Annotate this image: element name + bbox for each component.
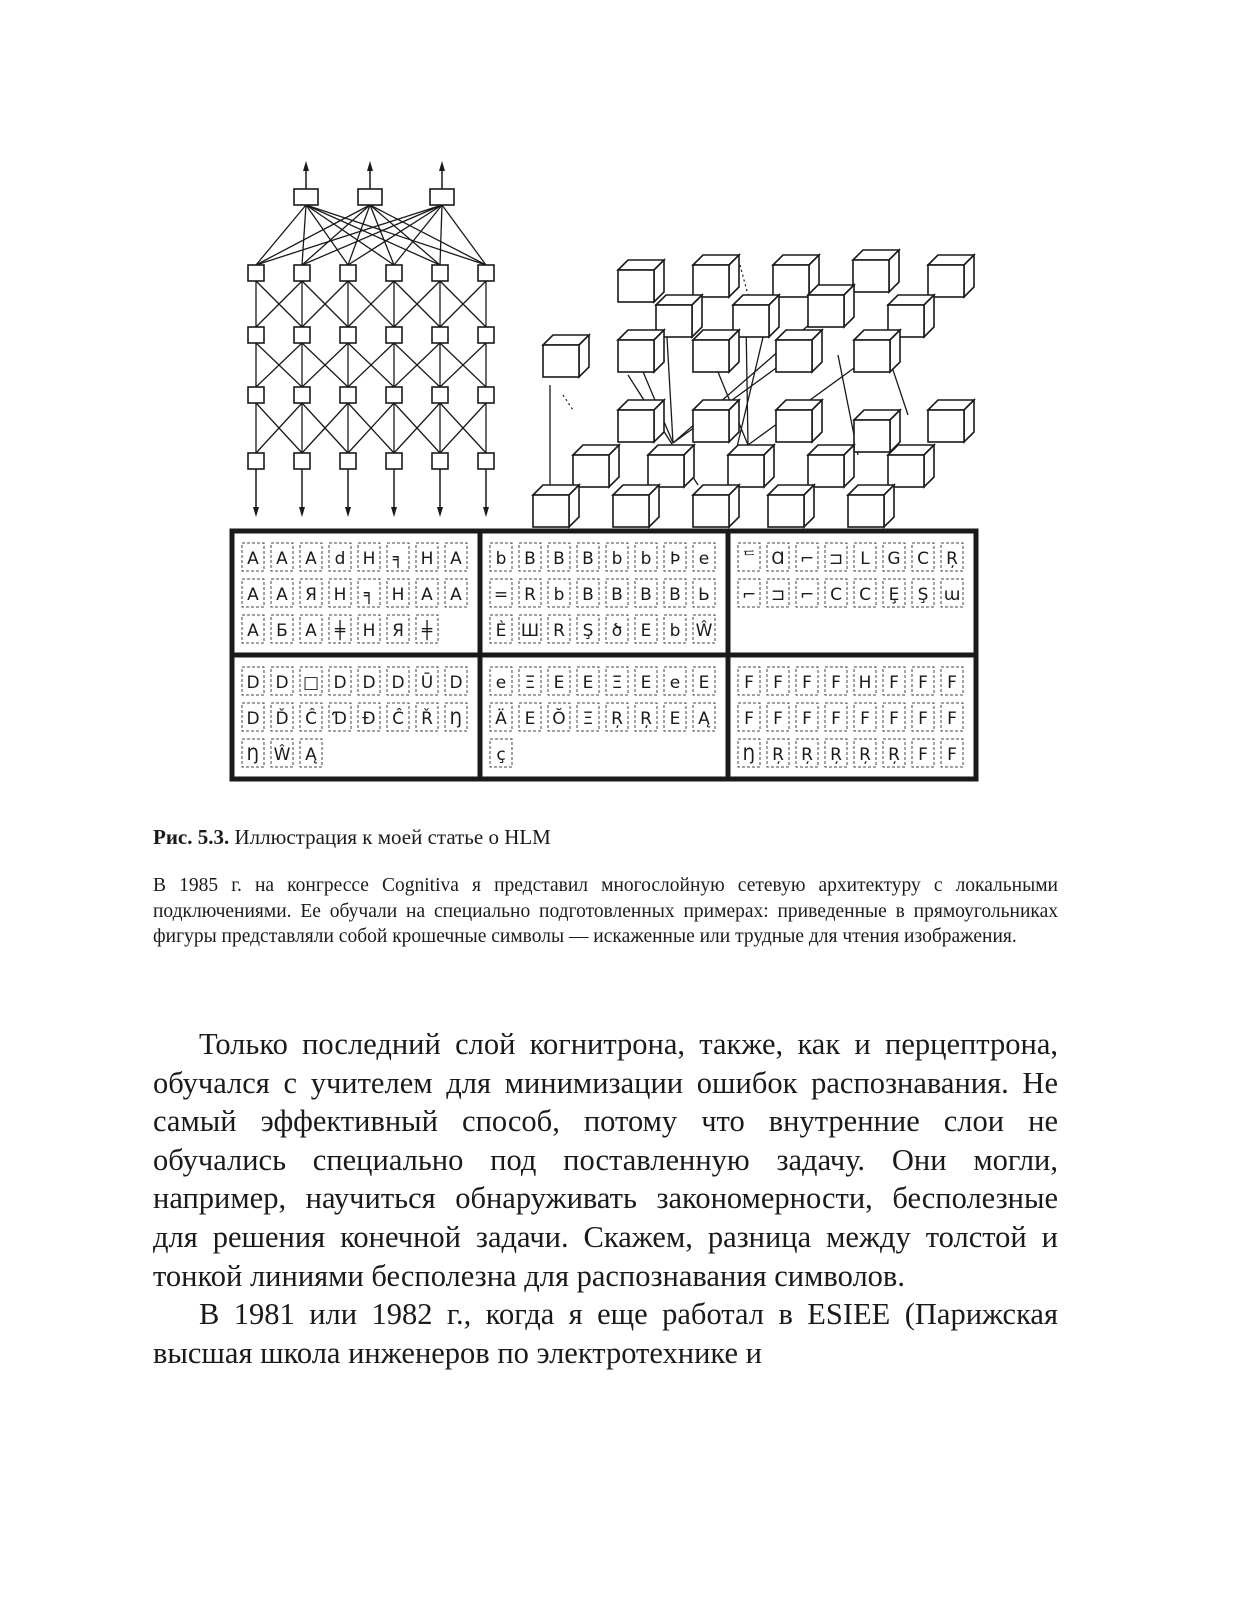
glyph-char: Я <box>305 585 317 605</box>
glyph-char: Ξ <box>524 673 536 693</box>
glyph-char: F <box>831 673 841 693</box>
glyph-char: H <box>858 673 872 693</box>
glyph-char: A <box>421 585 433 605</box>
glyph-char: ⌐ <box>799 549 815 569</box>
network-node <box>248 453 264 469</box>
input-arrow <box>437 507 443 517</box>
network-node <box>432 387 448 403</box>
cube-front <box>808 455 844 487</box>
glyph-char: Б <box>276 621 288 641</box>
paragraph: Только последний слой когнитрона, также, как и перцептрона, обучался с учителем для минимизации ошибок распознавания. Не самый эффективный способ, потому что внутренние слои не обучались специально под поставленную задачу. Они могли, например, научиться обнаруживать закономерности, бесполезные для решения конечной задачи. Скажем, разница между толстой и тонкой линиями бесполезна для распознавания символов. <box>153 1027 1058 1293</box>
glyph-char: C <box>917 549 929 569</box>
connection-line <box>256 205 442 265</box>
glyph-char: D <box>275 673 289 693</box>
glyph-char: b <box>640 549 652 569</box>
glyph-char: A <box>247 585 259 605</box>
network-node <box>294 327 310 343</box>
glyph-char: ⌐ <box>799 585 815 605</box>
glyph-char: F <box>744 709 754 729</box>
output-arrow <box>367 161 373 171</box>
figure-illustration <box>228 155 980 785</box>
glyph-char: D <box>333 673 347 693</box>
glyph-char: = <box>493 585 509 605</box>
figure-caption <box>153 824 1058 850</box>
glyph-char: ɯ <box>943 585 961 605</box>
glyph-char: A <box>450 585 462 605</box>
cube-front <box>854 340 890 372</box>
input-arrow <box>483 507 489 517</box>
input-arrow <box>253 507 259 517</box>
glyph-char: В <box>582 585 594 605</box>
glyph-char: b <box>495 549 507 569</box>
glyph-char: F <box>802 709 812 729</box>
glyph-char: Ĉ <box>392 709 404 729</box>
output-node <box>358 189 382 205</box>
network-node <box>294 265 310 281</box>
connection-line <box>394 205 442 265</box>
glyph-char: F <box>802 673 812 693</box>
glyph-char: Ş <box>917 585 929 605</box>
glyph-char: A <box>276 549 288 569</box>
glyph-char: b <box>611 549 623 569</box>
glyph-char: E <box>582 673 594 693</box>
glyph-char: ⊐ <box>770 585 786 605</box>
glyph-char: Ɑ <box>771 549 785 569</box>
connection-line <box>256 205 306 265</box>
glyph-char: d <box>334 549 346 569</box>
cube-front <box>853 260 889 292</box>
glyph-char: e <box>698 549 710 569</box>
glyph-char: Ŗ <box>859 745 871 765</box>
glyph-char: ╪ <box>421 621 433 641</box>
glyph-char: F <box>831 709 841 729</box>
glyph-char: Ä <box>495 709 507 729</box>
network-node <box>478 387 494 403</box>
glyph-char: Ξ <box>611 673 623 693</box>
glyph-char: A <box>450 549 462 569</box>
network-node <box>248 387 264 403</box>
cube-front <box>573 455 609 487</box>
cube-front <box>618 270 654 302</box>
cube-front <box>776 340 812 372</box>
glyph-char: ծ <box>611 621 623 641</box>
output-arrow <box>439 161 445 171</box>
glyph-char: A <box>247 549 259 569</box>
glyph-char: ⌐ <box>741 585 757 605</box>
glyph-char: F <box>744 673 754 693</box>
cube-front <box>533 495 569 527</box>
glyph-char: R <box>553 621 565 641</box>
caption-text: Иллюстрация к моей статье о HLM <box>234 825 551 849</box>
connection-line <box>302 205 306 265</box>
network-node <box>432 265 448 281</box>
glyph-char: F <box>947 745 957 765</box>
glyph-char: F <box>918 673 928 693</box>
glyph-char: F <box>773 673 783 693</box>
glyph-char: Ŗ <box>772 745 784 765</box>
glyph-char: Þ <box>669 549 681 569</box>
dotted-connection <box>563 395 573 410</box>
glyph-char: e <box>669 673 681 693</box>
glyph-char: ҫ <box>496 745 506 765</box>
glyph-char: L <box>860 549 870 569</box>
network-diagram <box>228 155 980 785</box>
glyph-char: В <box>669 585 681 605</box>
glyph-char: F <box>918 709 928 729</box>
network-node <box>478 327 494 343</box>
input-arrow <box>345 507 351 517</box>
glyph-char: ╕ <box>363 585 375 605</box>
network-node <box>340 327 356 343</box>
glyph-char: G <box>887 549 901 569</box>
glyph-char: Ŵ <box>273 745 291 765</box>
cube-front <box>773 265 809 297</box>
glyph-char: ╕ <box>392 549 404 569</box>
glyph-char: Ŋ <box>449 709 463 729</box>
network-node <box>294 453 310 469</box>
glyph-char: H <box>333 585 347 605</box>
glyph-char: E <box>524 709 536 729</box>
glyph-char: b <box>553 585 565 605</box>
cube-front <box>693 265 729 297</box>
glyph-char: Ŵ <box>695 621 713 641</box>
glyph-char: E <box>669 709 681 729</box>
paragraph: В 1981 или 1982 г., когда я еще работал в ESIEE (Парижская высшая школа инженеров по электротехнике и <box>153 1297 1058 1370</box>
glyph-char: A <box>276 585 288 605</box>
network-node <box>432 327 448 343</box>
cube-connection <box>746 320 748 445</box>
cube-front <box>888 455 924 487</box>
glyph-char: В <box>553 549 565 569</box>
glyph-char: Ŋ <box>742 745 756 765</box>
glyph-char: D <box>362 673 376 693</box>
connection-line <box>440 205 442 265</box>
output-node <box>430 189 454 205</box>
caption-label: Рис. 5.3. <box>153 825 230 849</box>
glyph-char: Ŗ <box>640 709 652 729</box>
cube-front <box>613 495 649 527</box>
glyph-char: F <box>947 709 957 729</box>
glyph-char: C <box>859 585 871 605</box>
glyph-char: H <box>391 585 405 605</box>
glyph-char: A <box>305 621 317 641</box>
glyph-char: F <box>889 673 899 693</box>
glyph-char: A <box>305 549 317 569</box>
glyph-char: R <box>524 585 536 605</box>
output-arrow <box>303 161 309 171</box>
glyph-char: F <box>947 673 957 693</box>
glyph-char: F <box>860 709 870 729</box>
glyph-char: ╪ <box>334 621 346 641</box>
glyph-char: A <box>247 621 259 641</box>
glyph-char: Ȩ <box>888 585 900 605</box>
glyph-char: B <box>524 549 536 569</box>
glyph-char: Ŗ <box>801 745 813 765</box>
input-arrow <box>391 507 397 517</box>
glyph-char: Ą <box>698 709 710 729</box>
glyph-char: Ď <box>275 709 289 729</box>
dotted-connection <box>740 265 748 295</box>
cube-front <box>543 345 579 377</box>
cube-front <box>728 455 764 487</box>
network-node <box>478 453 494 469</box>
glyph-char: Ь <box>698 585 710 605</box>
network-node <box>386 265 402 281</box>
network-node <box>432 453 448 469</box>
network-node <box>478 265 494 281</box>
glyph-char: Ř <box>421 709 433 729</box>
cube-front <box>928 410 964 442</box>
glyph-char: Ŗ <box>611 709 623 729</box>
glyph-char: Ŗ <box>946 549 958 569</box>
cube-front <box>693 410 729 442</box>
glyph-char: Ŗ <box>830 745 842 765</box>
cube-front <box>648 455 684 487</box>
glyph-char: Ŏ <box>552 709 566 729</box>
glyph-char: B <box>582 549 594 569</box>
glyph-char: E <box>553 673 565 693</box>
cube-front <box>776 410 812 442</box>
glyph-char: Ū <box>420 673 434 693</box>
glyph-char: Ŗ <box>888 745 900 765</box>
glyph-char: ⊐ <box>828 549 844 569</box>
network-node <box>386 453 402 469</box>
glyph-char: B <box>640 585 652 605</box>
glyph-char: C <box>830 585 842 605</box>
glyph-char: В <box>611 585 623 605</box>
figure-note: В 1985 г. на конгрессе Cognitiva я представил многослойную сетевую архитектуру с локальными подключениями. Ее обучали на специально подготовленных примерах: приведенные в прямоугольниках фигуры представляли собой крошечные символы — искаженные или трудные для чтения изображения. <box>153 875 1058 947</box>
glyph-char: D <box>246 709 260 729</box>
network-node <box>340 453 356 469</box>
glyph-char: ᄃ <box>740 549 758 569</box>
network-node <box>294 387 310 403</box>
network-node <box>340 387 356 403</box>
glyph-char: F <box>889 709 899 729</box>
glyph-char: E <box>640 673 652 693</box>
cube-front <box>808 295 844 327</box>
glyph-char: Ş <box>582 621 594 641</box>
glyph-char: H <box>420 549 434 569</box>
glyph-char: Ɗ <box>333 709 347 729</box>
cube-front <box>618 410 654 442</box>
connection-line <box>442 205 486 265</box>
glyph-char: Я <box>392 621 404 641</box>
glyph-char: Ξ <box>582 709 594 729</box>
cube-front <box>618 340 654 372</box>
network-node <box>340 265 356 281</box>
output-node <box>294 189 318 205</box>
glyph-char: e <box>495 673 507 693</box>
glyph-char: Ĉ <box>305 709 317 729</box>
cube-front <box>693 495 729 527</box>
network-node <box>386 327 402 343</box>
cube-front <box>854 420 890 452</box>
glyph-char: Ш <box>520 621 540 641</box>
glyph-char: Ą <box>305 745 317 765</box>
cube-front <box>693 340 729 372</box>
glyph-char: H <box>362 549 376 569</box>
glyph-char: Đ <box>362 709 376 729</box>
cube-front <box>848 495 884 527</box>
glyph-char: D <box>391 673 405 693</box>
cube-connection <box>666 320 673 443</box>
glyph-char: D <box>246 673 260 693</box>
glyph-char: H <box>362 621 376 641</box>
cube-front <box>768 495 804 527</box>
network-node <box>248 265 264 281</box>
glyph-char: D <box>449 673 463 693</box>
glyph-char: b <box>669 621 681 641</box>
glyph-char: Ŋ <box>246 745 260 765</box>
network-node <box>248 327 264 343</box>
network-node <box>386 387 402 403</box>
glyph-char: F <box>773 709 783 729</box>
glyph-char: □ <box>302 673 320 693</box>
body-text <box>153 1025 1058 1372</box>
glyph-char: Ѐ <box>495 621 507 641</box>
glyph-char: F <box>918 745 928 765</box>
cube-front <box>928 265 964 297</box>
glyph-char: E <box>640 621 652 641</box>
glyph-char: E <box>698 673 710 693</box>
input-arrow <box>299 507 305 517</box>
